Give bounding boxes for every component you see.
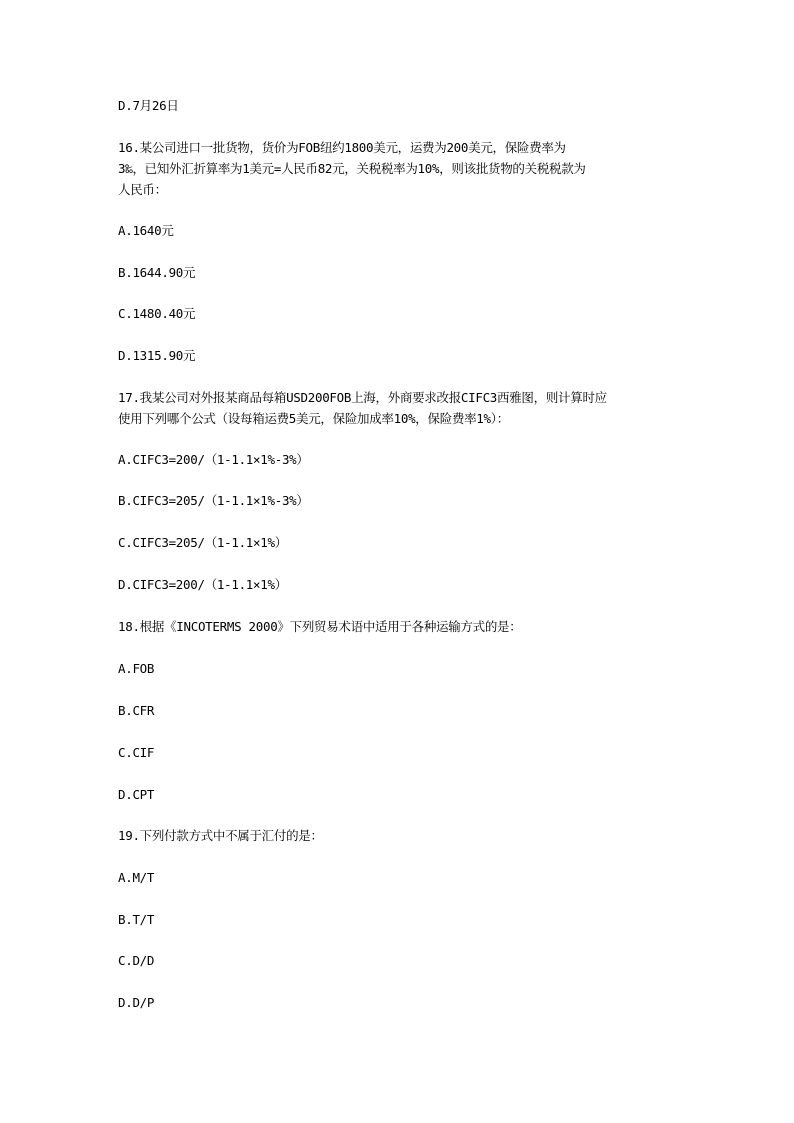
- q17-option-c: C.CIFC3=205/（1-1.1×1%）: [118, 535, 287, 550]
- q18-option-d: D.CPT: [118, 787, 155, 802]
- q19-stem-line-1: 19.下列付款方式中不属于汇付的是：: [118, 828, 323, 843]
- q19-option-a: A.M/T: [118, 870, 155, 885]
- q17-option-d: D.CIFC3=200/（1-1.1×1%）: [118, 577, 287, 592]
- q17-stem-line-2: 使用下列哪个公式（设每箱运费5美元，保险加成率10%，保险费率1%）：: [118, 411, 509, 426]
- q17-option-a: A.CIFC3=200/（1-1.1×1%-3%）: [118, 452, 309, 467]
- q18-option-b: B.CFR: [118, 703, 155, 718]
- q19-option-d: D.D/P: [118, 995, 155, 1010]
- q16-stem-line-3: 人民币：: [118, 182, 167, 197]
- q18-option-a: A.FOB: [118, 661, 155, 676]
- q16-stem-line-2: 3‰，已知外汇折算率为1美元=人民币82元，关税税率为10%，则该批货物的关税税款为: [118, 161, 586, 176]
- q18-stem-line-1: 18.根据《INCOTERMS 2000》下列贸易术语中适用于各种运输方式的是：: [118, 619, 522, 634]
- q16-option-d: D.1315.90元: [118, 348, 196, 363]
- q19-option-c: C.D/D: [118, 953, 155, 968]
- q16-option-c: C.1480.40元: [118, 306, 196, 321]
- q18-option-c: C.CIF: [118, 745, 155, 760]
- q17-stem-line-1: 17.我某公司对外报某商品每箱USD200FOB上海，外商要求改报CIFC3西雅图，则计算时应: [118, 390, 607, 405]
- q15-option-d: D.7月26日: [118, 98, 179, 113]
- q16-option-b: B.1644.90元: [118, 265, 196, 280]
- q19-option-b: B.T/T: [118, 912, 155, 927]
- q16-stem-line-1: 16.某公司进口一批货物，货价为FOB纽约1800美元，运费为200美元，保险费率为: [118, 140, 566, 155]
- q16-option-a: A.1640元: [118, 223, 174, 238]
- q17-option-b: B.CIFC3=205/（1-1.1×1%-3%）: [118, 493, 309, 508]
